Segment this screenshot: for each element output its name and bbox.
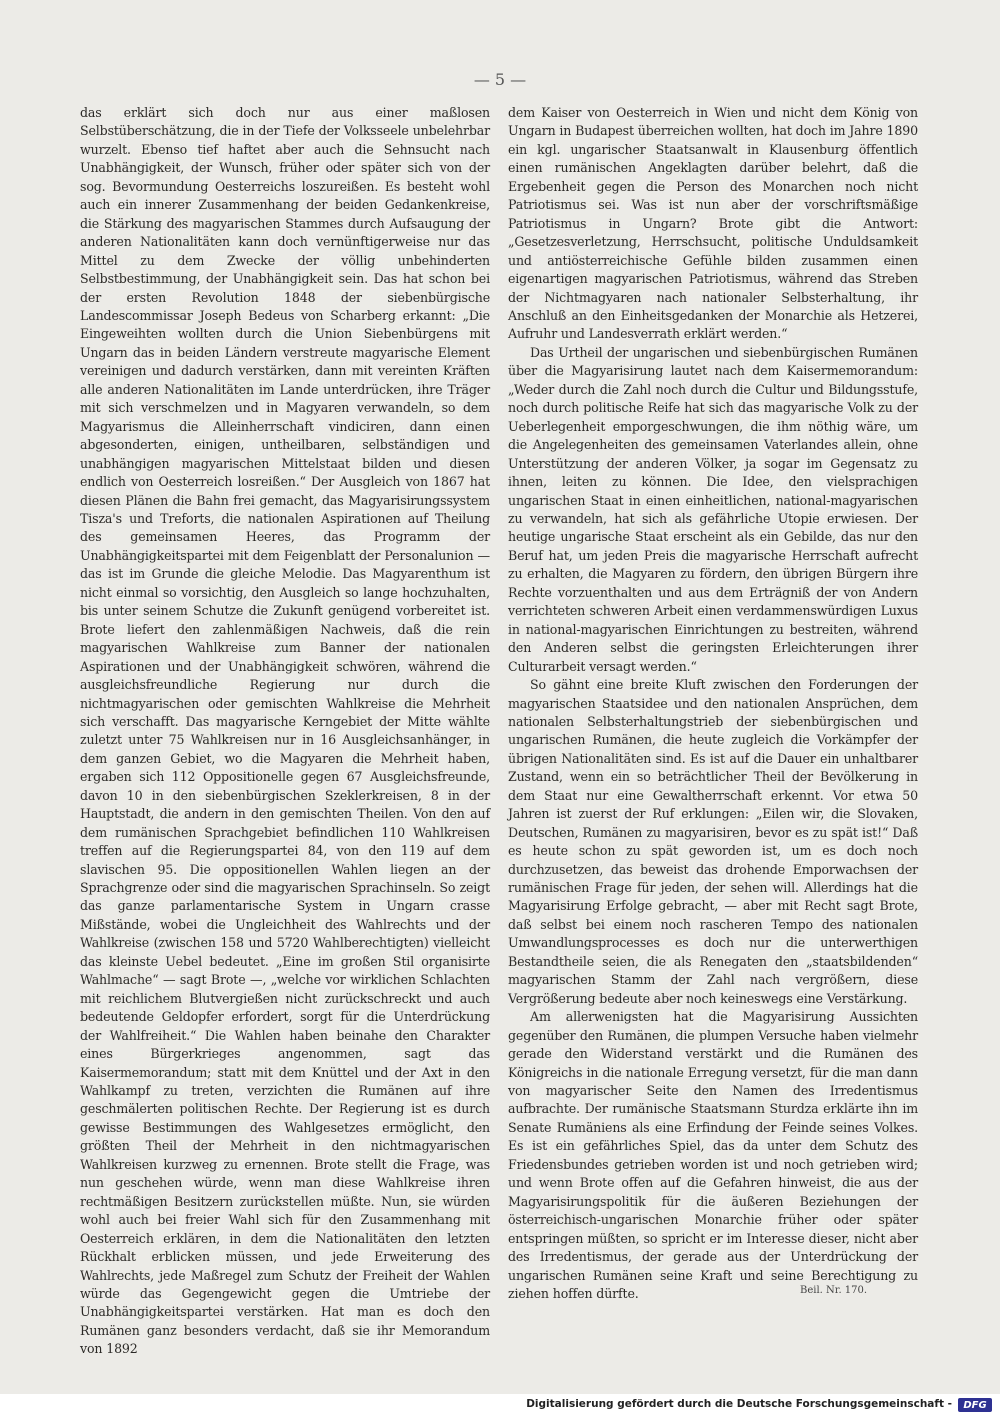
paragraph: das erklärt sich doch nur aus einer maßlosen Selbstüberschätzung, die in der Tiefe der Volksseele unbelehrbar wurzelt. Ebenso tief haftet aber auch die Sehnsucht nach Unabhängigkeit, der Wunsch, früher oder später sich von der sog. Bevormundung Oesterreichs loszureißen. Es besteht wohl auch ein innerer Zusammenhang der beiden Gedankenkreise, die Stärkung des magyarischen Stammes durch Aufsaugung der anderen Nationalitäten kann doch vernünftigerweise nur das Mittel zu dem Zwecke der völlig unbehinderten Selbstbestimmung, der Unabhängigkeit sein. Das hat schon bei der ersten Revolution 1848 der siebenbürgische Landescommissar Joseph Bedeus von Scharberg erkannt: „Die Eingeweihten wollten durch die Union Siebenbürgens mit Ungarn das in beiden Ländern verstreute magyarische Element vereinigen und dadurch verstärken, dann mit vereinten Kräften alle anderen Nationalitäten im Lande unterdrücken, ihre Träger mit sich verschmelzen und in Magyaren verwandeln, so dem Magyarismus die Alleinherrschaft vindiciren, dann einen abgesonderten, einigen, untheilbaren, selbständigen und unabhängigen magyarischen Mittelstaat bilden und diesen endlich von Oesterreich losreißen.“ Der Ausgleich von 1867 hat diesen Plänen die Bahn frei gemacht, das Magyarisirungssystem Tisza's und Treforts, die nationalen Aspirationen auf Theilung des gemeinsamen Heeres, das Programm der Unabhängigkeitspartei mit dem Feigenblatt der Personalunion — das ist im Grunde die gleiche Melodie. Das Magyarenthum ist nicht einmal so vorsichtig, den Ausgleich so lange hochzuhalten, bis unter seinem Schutze die Zukunft genügend vorbereitet ist. Brote liefert den zahlenmäßigen Nachweis, daß die rein magyarischen Wahlkreise zum Banner der nationalen Aspirationen und der Unabhängigkeit schwören, während die ausgleichsfreundliche Regierung nur durch die nichtmagyarischen oder gemischten Wahlkreise die Mehrheit sich verschafft. Das magyarische Kerngebiet der Mitte wählte zuletzt unter 75 Wahlkreisen nur in 16 Ausgleichsanhänger, in dem ganzen Gebiet, wo die Magyaren die Mehrheit haben, ergaben sich 112 Oppositionelle gegen 67 Ausgleichsfreunde, davon 10 in den siebenbürgischen Szeklerkreisen, 8 in der Hauptstadt, die andern in den gemischten Theilen. Von den auf dem rumänischen Sprachgebiet befindlichen 110 Wahlkreisen treffen auf die Regierungspartei 84, von den 119 auf dem slavischen 95. Die oppositionellen Wahlen liegen an der Sprachgrenze oder sind die magyarischen Sprachinseln. So zeigt das ganze parlamentarische System in Ungarn crasse Mißstände, wobei die Ungleichheit des Wahlrechts und der Wahlkreise (zwischen 158 und 5720 Wahlberechtigten) vielleicht das kleinste Uebel bedeutet. „Eine im großen Stil organisirte Wahlmache“ — sagt Brote —, „welche vor wirklichen Schlachten mit reichlichem Blutvergießen nicht zurückschreckt und auch bedeutende Geldopfer erfordert, sorgt für die Unterdrückung der Wahlfreiheit.“ Die Wahlen haben beinahe den Charakter eines Bürgerkrieges angenommen, sagt das Kaisermemorandum; statt mit dem Knüttel und der Axt in den Wahlkampf zu treten, verzichten die Rumänen auf ihre geschmälerten politischen Rechte. Der Regierung ist es durch gewisse Bestimmungen des Wahlgesetzes ermöglicht, den größten Theil der Mehrheit in den nichtmagyarischen Wahlkreisen kurzweg zu ernennen. Brote stellt die Frage, was nun geschehen würde, wenn man diese Wahlkreise ihren rechtmäßigen Besitzern zurückstellen müßte. Nun, sie würden wohl auch bei freier Wahl sich für den Zusammenhang mit Oesterreich erklären, in dem die Nationalitäten den letzten Rückhalt erblicken müssen, und jede Erweiterung des Wahlrechts, jede Maßregel zum Schutz der Freiheit der Wahlen würde das Gegengewicht gegen die Umtriebe der Unabhängigkeitspartei verstärken. Hat man es doch den Rumänen ganz besonders verdacht, daß sie ihr Memorandum von 1892: [80, 105, 490, 1357]
left-column: [80, 104, 490, 1359]
paragraph: Am allerwenigsten hat die Magyarisirung Aussichten gegenüber den Rumänen, die plumpen Versuche haben vielmehr gerade den Widerstand verstärkt und die Rumänen des Königreichs in die nationale Erregung versetzt, für die man dann von magyarischer Seite den Namen des Irredentismus aufbrachte. Der rumänische Staatsmann Sturdza erklärte ihn im Senate Rumäniens als eine Erfindung der Feinde seines Volkes. Es ist ein gefährliches Spiel, das da unter dem Schutz des Friedensbundes getrieben worden ist und noch getrieben wird; und wenn Brote offen auf die Gefahren hinweist, die aus der Magyarisirungspolitik für die äußeren Beziehungen der österreichisch-ungarischen Monarchie früher oder später entspringen müßten, so spricht er im Interesse dieser, nicht aber des Irredentismus, der gerade aus der Unterdrückung der ungarischen Rumänen seine Kraft und seine Berechtigung zu ziehen hoffen dürfte.: [508, 1009, 918, 1301]
page-number: — 5 —: [473, 70, 527, 89]
paragraph: Das Urtheil der ungarischen und siebenbürgischen Rumänen über die Magyarisirung lautet nach dem Kaisermemorandum: „Weder durch die Zahl noch durch die Cultur und Bildungsstufe, noch durch politische Reife hat sich das magyarische Volk zu der Ueberlegenheit emporgeschwungen, die ihm nöthig wäre, um die Angelegenheiten des gemeinsamen Vaterlandes allein, ohne Unterstützung der anderen Völker, ja sogar im Gegensatz zu ihnen, leiten zu können. Die Idee, den vielsprachigen ungarischen Staat in einen einheitlichen, national-magyarischen zu verwandeln, hat sich als gefährliche Utopie erwiesen. Der heutige ungarische Staat erscheint als ein Gebilde, das nur den Beruf hat, um jeden Preis die magyarische Herrschaft aufrecht zu erhalten, die Magyaren zu fördern, den übrigen Bürgern ihre Rechte vorzuenthalten und aus dem Erträgniß der von Andern verrichteten schweren Arbeit einen verdammenswürdigen Luxus in national-magyarischen Einrichtungen zu bestreiten, während den Anderen selbst die geringsten Erleichterungen ihrer Culturarbeit versagt werden.“: [508, 344, 918, 674]
paragraph: So gähnt eine breite Kluft zwischen den Forderungen der magyarischen Staatsidee und den nationalen Ansprüchen, dem nationalen Selbsterhaltungstrieb der siebenbürgischen und ungarischen Rumänen, die heute zugleich die Vorkämpfer der übrigen Nationalitäten sind. Es ist auf die Dauer ein unhaltbarer Zustand, wenn ein so beträchtlicher Theil der Bevölkerung in dem Staat nur eine Gewaltherrschaft erkennt. Vor etwa 50 Jahren ist zuerst der Ruf erklungen: „Eilen wir, die Slovaken, Deutschen, Rumänen zu magyarisiren, bevor es zu spät ist!“ Daß es heute schon zu spät geworden ist, um es doch noch durchzusetzen, das beweist das drohende Emporwachsen der rumänischen Frage für jeden, der sehen will. Allerdings hat die Magyarisirung Erfolge gebracht, — aber mit Recht sagt Brote, daß selbst bei einem noch rascheren Tempo des nationalen Umwandlungsprocesses es doch nur die unterwerthigen Bestandtheile seien, die als Renegaten den „staatsbildenden“ magyarischen Stamm der Zahl nach vergrößern, diese Vergrößerung bedeute aber noch keineswegs eine Verstärkung.: [508, 677, 918, 1006]
paragraph: dem Kaiser von Oesterreich in Wien und nicht dem König von Ungarn in Budapest überreichen wollten, hat doch im Jahre 1890 ein kgl. ungarischer Staatsanwalt in Klausenburg öffentlich einen rumänischen Angeklagten darüber belehrt, daß die Ergebenheit gegen die Person des Monarchen noch nicht Patriotismus sei. Was ist nun aber der vorschriftsmäßige Patriotismus in Ungarn? Brote gibt die Antwort: „Gesetzesverletzung, Herrschsucht, politische Unduldsamkeit und antiösterreichische Gefühle bilden zusammen einen eigenartigen magyarischen Patriotismus, während das Streben der Nichtmagyaren nach nationaler Selbsterhaltung, ihr Anschluß an den Einheitsgedanken der Monarchie als Hetzerei, Aufruhr und Landesverrath erklärt werden.“: [508, 105, 918, 342]
supplement-signature: Beil. Nr. 170.: [800, 1285, 868, 1296]
funding-credit: Digitalisierung gefördert durch die Deutsche Forschungsgemeinschaft -: [526, 1398, 952, 1410]
dfg-logo-icon: DFG: [958, 1398, 992, 1412]
right-column: [508, 104, 918, 1303]
